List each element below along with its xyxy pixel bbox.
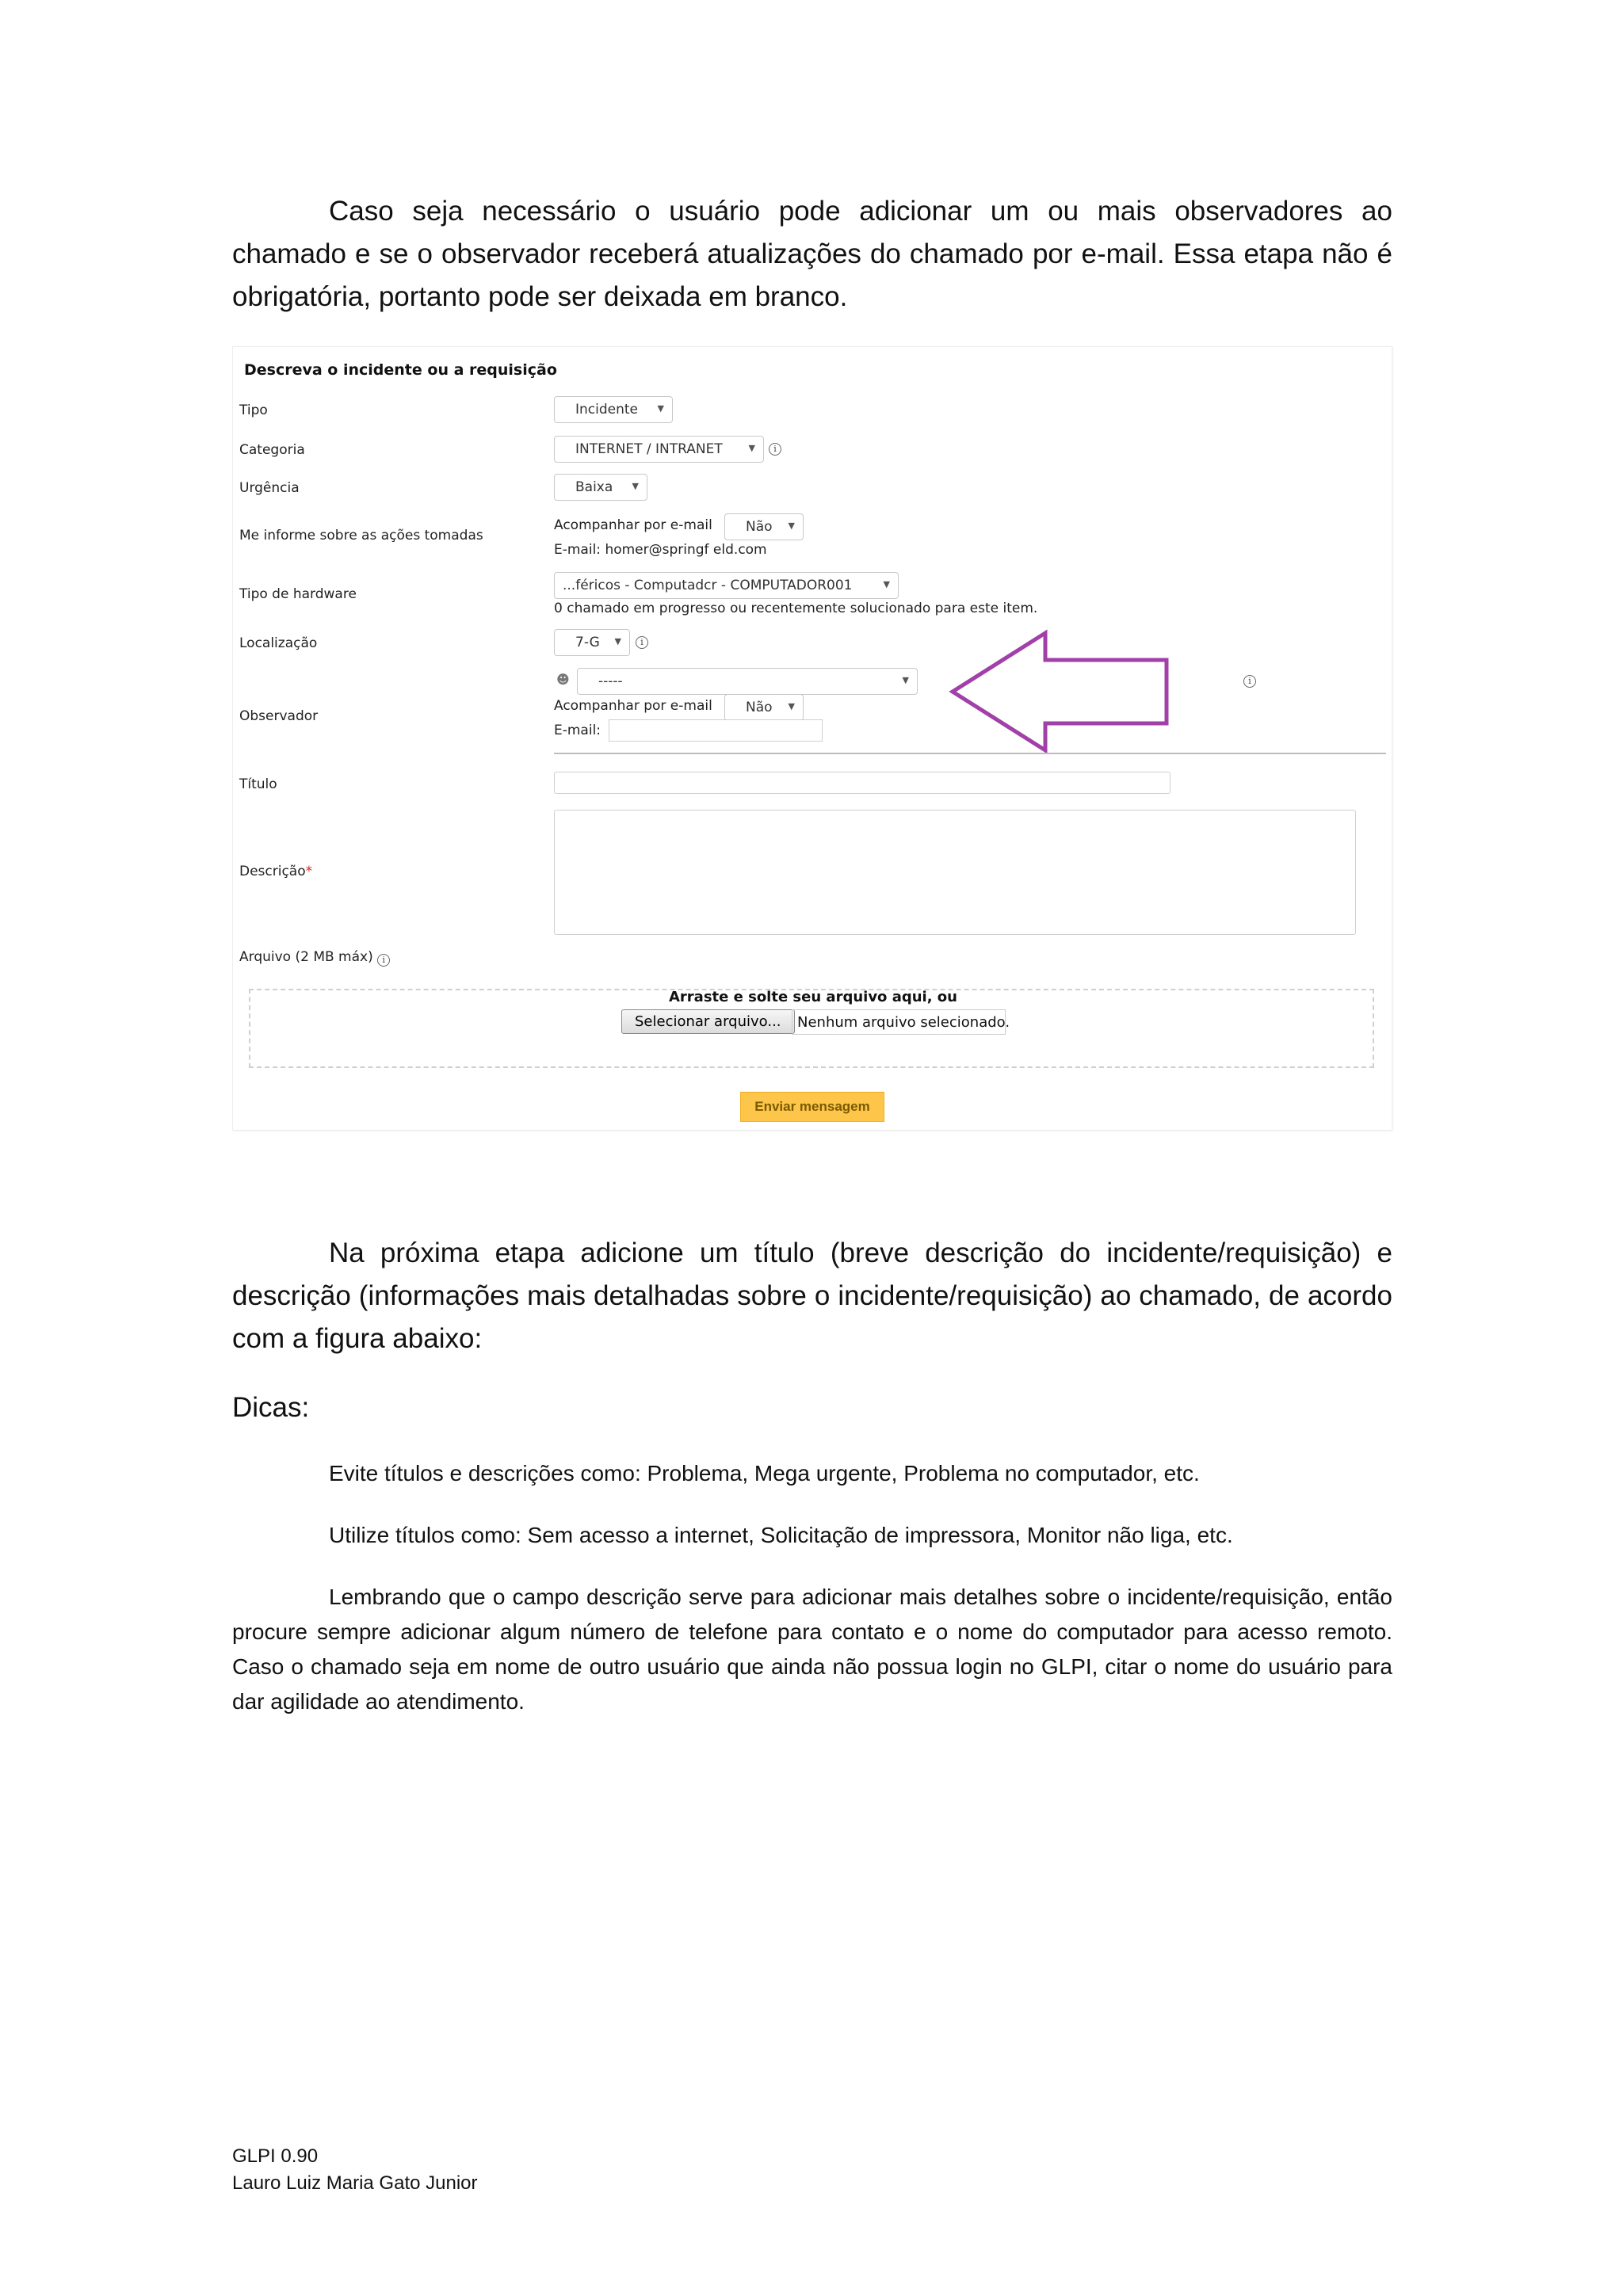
label-localizacao: Localização [239,635,318,651]
urgencia-select[interactable]: Baixa ▼ [554,474,647,501]
label-observador: Observador [239,708,319,724]
chevron-down-icon: ▼ [788,701,795,711]
observador-email-input[interactable] [609,719,823,742]
label-descricao: Descrição* [239,864,313,879]
localizacao-select[interactable]: 7-G ▼ [554,629,630,656]
observador-email-label: E-mail: [554,723,601,738]
label-titulo: Título [239,776,277,792]
hardware-note: 0 chamado em progresso ou recentemente solucionado para este item. [554,601,1038,616]
acompanhar-select[interactable]: Não ▼ [724,513,804,540]
info-icon[interactable]: i [1243,675,1256,688]
acompanhar-label: Acompanhar por e-mail [554,517,712,533]
chevron-down-icon: ▼ [632,481,639,491]
tip-1: Evite títulos e descrições como: Problema, Mega urgente, Problema no computador, etc. [329,1461,1200,1486]
hardware-select[interactable]: ...féricos - Computadcr - COMPUTADOR001 ▼ [554,572,899,599]
email-line: E-mail: homer@springf eld.com [554,542,767,558]
observador-acompanhar-select[interactable]: Não ▼ [724,694,804,721]
label-informe: Me informe sobre as ações tomadas [239,528,483,543]
chevron-down-icon: ▼ [902,675,909,685]
label-urgencia: Urgência [239,480,300,496]
label-arquivo: Arquivo (2 MB máx) i [239,949,390,965]
tips-heading: Dicas: [232,1392,310,1423]
dropzone-text: Arraste e solte seu arquivo aqui, ou [669,989,957,1005]
section-divider [554,753,1386,754]
label-categoria: Categoria [239,442,305,458]
footer-product: GLPI 0.90 [232,2145,319,2167]
tip-3: Lembrando que o campo descrição serve para adicionar mais detalhes sobre o incidente/requisição, então procure sempre adicionar algum número de telefone para contato e o nome do computador para acesso remoto. Caso o chamado seja em nome de outro usuário que ainda não possua login no GLPI, citar o nome do usuário para dar agilidade ao atendimento. [232,1585,1392,1714]
info-icon[interactable]: i [636,636,648,649]
chevron-down-icon: ▼ [883,579,890,589]
titulo-input[interactable] [554,772,1170,794]
arrow-annotation-icon [946,628,1184,755]
tip-2: Utilize títulos como: Sem acesso a internet, Solicitação de impressora, Monitor não liga, etc. [329,1523,1233,1547]
ticket-form-screenshot [232,346,1392,1131]
chevron-down-icon: ▼ [788,521,795,531]
user-icon: ☻ [556,672,570,687]
file-status: Nenhum arquivo selecionado. [792,1009,1006,1035]
observador-acompanhar-label: Acompanhar por e-mail [554,698,712,714]
descricao-textarea[interactable] [554,810,1356,935]
chevron-down-icon: ▼ [748,443,755,453]
next-step-paragraph: Na próxima etapa adicione um título (breve descrição do incidente/requisição) e descrição (informações mais detalhadas sobre o incidente/requisição) ao chamado, de acordo com a figura abaixo: [232,1238,1392,1354]
footer-author: Lauro Luiz Maria Gato Junior [232,2172,478,2194]
select-file-button[interactable]: Selecionar arquivo... [621,1009,795,1034]
intro-paragraph: Caso seja necessário o usuário pode adicionar um ou mais observadores ao chamado e se o observador receberá atualizações do chamado por e-mail. Essa etapa não é obrigatória, portanto pode ser deixada em branco. [232,196,1392,312]
send-message-button[interactable]: Enviar mensagem [740,1092,884,1122]
tipo-select[interactable]: Incidente ▼ [554,396,673,423]
info-icon[interactable]: i [769,443,781,456]
chevron-down-icon: ▼ [614,636,621,646]
label-hardware: Tipo de hardware [239,586,357,602]
label-tipo: Tipo [239,402,268,418]
info-icon[interactable]: i [377,954,390,967]
categoria-select[interactable]: INTERNET / INTRANET ▼ [554,436,764,463]
observador-select[interactable]: ----- ▼ [577,668,918,695]
chevron-down-icon: ▼ [657,403,664,414]
form-heading: Descreva o incidente ou a requisição [244,361,557,379]
